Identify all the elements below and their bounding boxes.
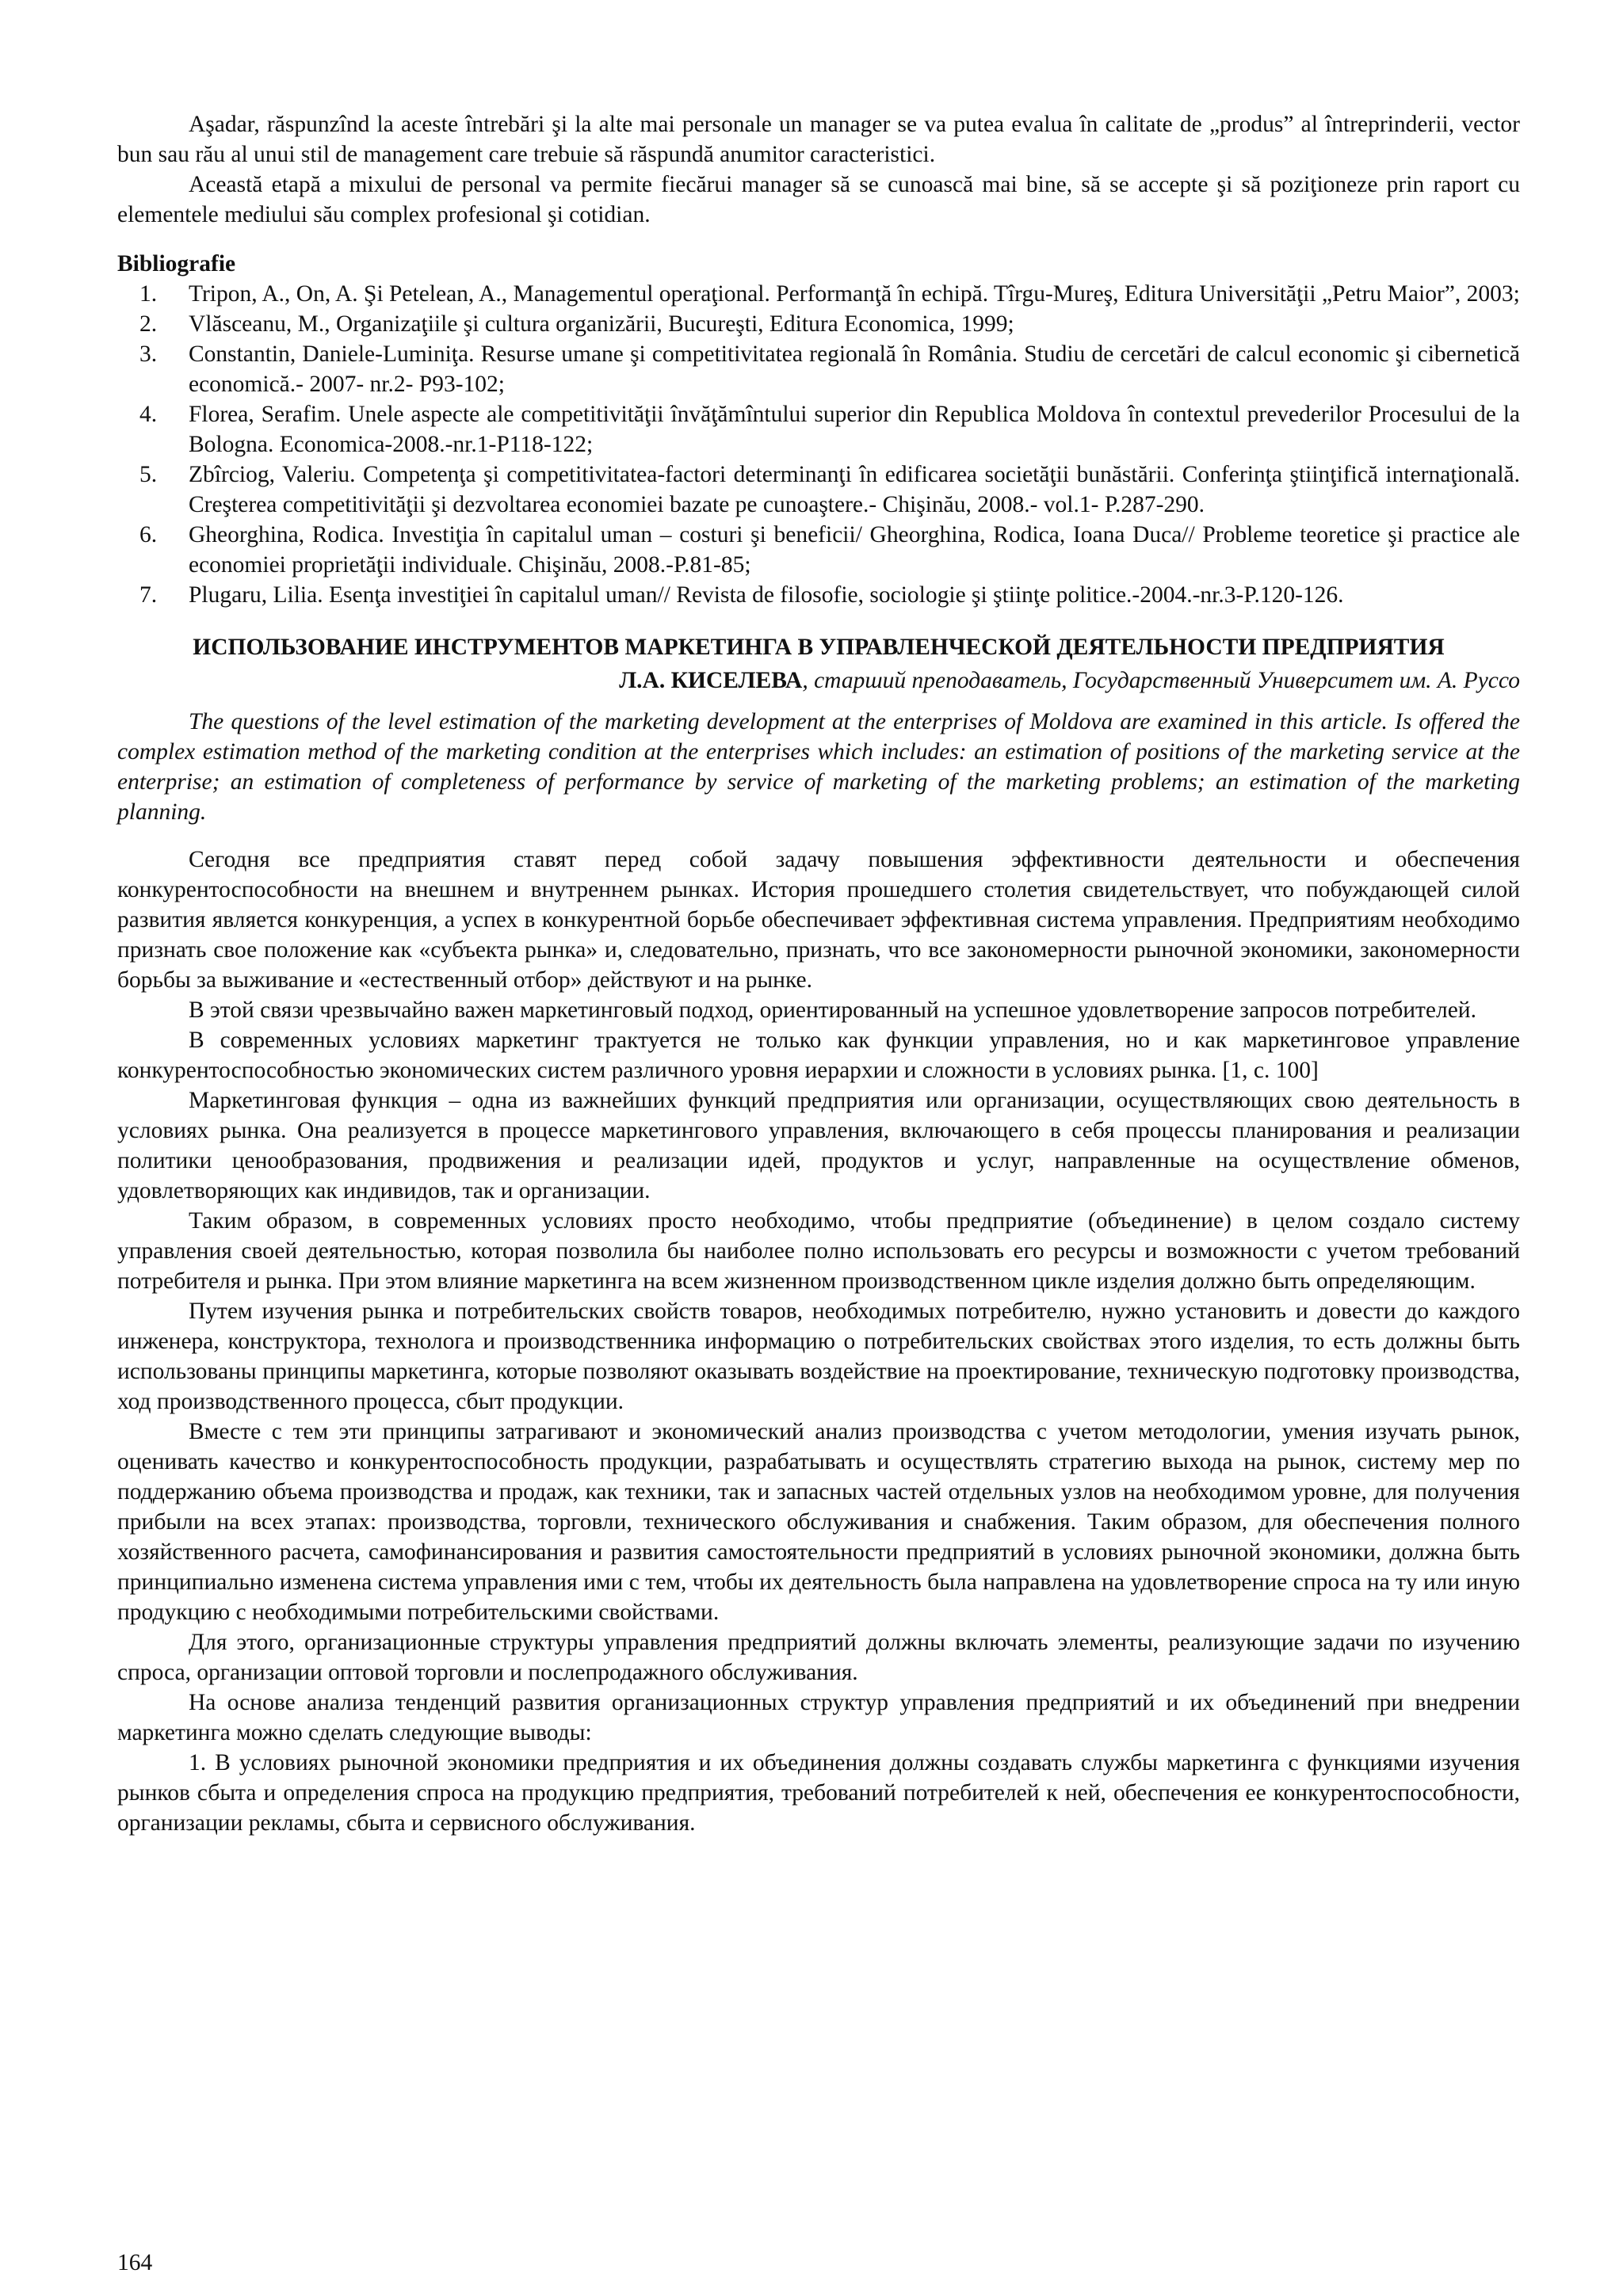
bibliography-item-text: Zbîrciog, Valeriu. Competenţa şi competitivitatea-factori determinanţi în edificarea societăţii bunăstării. Conferinţa ştiinţifică internaţională. Creşterea competitivităţii şi dezvoltarea economiei bazate pe cunoaştere.- Chişinău, 2008.- vol.1- P.287-290. [189, 462, 1520, 517]
bibliography-item-text: Constantin, Daniele-Luminiţa. Resurse umane şi competitivitatea regională în România. Studiu de cercetări de calcul economic şi cibernetică economică.- 2007- nr.2- P93-102; [189, 341, 1520, 397]
intro-section [117, 109, 1520, 230]
article-abstract: The questions of the level estimation of the marketing development at the enterprises of Moldova are examined in this article. Is offered the complex estimation method of the marketing condition at the enterprises which includes: an estimation of positions of the marketing service at the enterprise; an estimation of completeness of performance by service of marketing of the marketing problems; an estimation of the marketing planning. [117, 709, 1520, 825]
body-paragraph: В современных условиях маркетинг трактуется не только как функции управления, но и как маркетинговое управление конкурентоспособностью экономических систем различного уровня иерархии и сложности в условиях рынка. [1, с. 100] [117, 1028, 1520, 1083]
intro-paragraph-2: Această etapă a mixului de personal va permite fiecărui manager să se cunoască mai bine, să se accepte şi să poziţioneze prin raport cu elementele mediului său complex profesional şi cotidian. [117, 172, 1520, 227]
bibliography-item [117, 520, 1520, 580]
body-paragraph: На основе анализа тенденций развития организационных структур управления предприятий и их объединений при внедрении маркетинга можно сделать следующие выводы: [117, 1690, 1520, 1745]
author-name: Л.А. КИСЕЛЕВА [619, 668, 803, 693]
bibliography-item [117, 339, 1520, 399]
bibliography-section [117, 249, 1520, 610]
intro-paragraph-1: Aşadar, răspunzînd la aceste întrebări şi la alte mai personale un manager se va putea evalua în calitate de „produs” al întreprinderii, vector bun sau rău al unui stil de management care trebuie să răspundă anumitor caracteristici. [117, 112, 1520, 167]
article-author [117, 666, 1520, 696]
bibliography-item [117, 580, 1520, 610]
bibliography-item-number: 2. [139, 311, 158, 337]
body-paragraph: Сегодня все предприятия ставят перед собой задачу повышения эффективности деятельности и обеспечения конкурентоспособности на внешнем и внутреннем рынках. История прошедшего столетия свидетельствует, что побуждающей силой развития является конкуренция, а успех в конкурентной борьбе обеспечивает эффективная система управления. Предприятиям необходимо признать свое положение как «субъекта рынка» и, следовательно, признать, что все закономерности рыночной экономики, закономерности борьбы за выживание и «естественный отбор» действуют и на рынке. [117, 847, 1520, 993]
body-paragraph: Таким образом, в современных условиях просто необходимо, чтобы предприятие (объединение) в целом создало систему управления своей деятельностью, которая позволила бы наиболее полно использовать его ресурсы и возможности с учетом требований потребителя и рынка. При этом влияние маркетинга на всем жизненном производственном цикле изделия должно быть определяющим. [117, 1208, 1520, 1294]
bibliography-item-number: 1. [139, 281, 158, 307]
body-paragraph: В этой связи чрезвычайно важен маркетинговый подход, ориентированный на успешное удовлетворение запросов потребителей. [189, 997, 1476, 1023]
bibliography-item [117, 460, 1520, 520]
body-paragraph: Вместе с тем эти принципы затрагивают и экономический анализ производства с учетом методологии, умения изучать рынок, оценивать качество и конкурентоспособность продукции, разрабатывать и осуществлять стратегию выхода на рынок, систему мер по поддержанию объема производства и продаж, как техники, так и запасных частей отдельных узлов на необходимом уровне, для получения прибыли на всех этапах: производства, торговли, технического обслуживания и снабжения. Таким образом, для обеспечения полного хозяйственного расчета, самофинансирования и развития самостоятельности предприятий в условиях рыночной экономики, должна быть принципиально изменена система управления ими с тем, чтобы их деятельность была направлена на удовлетворение спроса на ту или иную продукцию с необходимыми потребительскими свойствами. [117, 1419, 1520, 1625]
bibliography-item-number: 4. [139, 402, 158, 427]
document-page [117, 109, 1520, 2248]
body-paragraph: 1. В условиях рыночной экономики предприятия и их объединения должны создавать службы маркетинга с функциями изучения рынков сбыта и определения спроса на продукцию предприятия, требований потребителей к ней, обеспечения ее конкурентоспособности, организации рекламы, сбыта и сервисного обслуживания. [117, 1750, 1520, 1836]
bibliography-item-number: 3. [139, 341, 158, 367]
body-paragraph: Маркетинговая функция – одна из важнейших функций предприятия или организации, осуществляющих свою деятельность в условиях рынка. Она реализуется в процессе маркетингового управления, включающего в себя процессы планирования и реализации политики ценообразования, продвижения и реализации идей, продуктов и услуг, направленные на осуществление обменов, удовлетворяющих как индивидов, так и организации. [117, 1088, 1520, 1203]
bibliography-item-number: 6. [139, 522, 158, 547]
page-number: 164 [117, 2250, 153, 2275]
bibliography-item-number: 5. [139, 462, 158, 487]
bibliography-item-text: Florea, Serafim. Unele aspecte ale competitivităţii învăţămîntului superior din Republica Moldova în contextul prevederilor Procesului de la Bologna. Economica-2008.-nr.1-P118-122; [189, 402, 1520, 457]
bibliography-item-text: Tripon, A., On, A. Şi Petelean, A., Managementul operaţional. Performanţă în echipă. Tîrgu-Mureş, Editura Universităţii „Petru Maior”, 2003; [189, 281, 1520, 307]
body-paragraph: Путем изучения рынка и потребительских свойств товаров, необходимых потребителю, нужно установить и довести до каждого инженера, конструктора, технолога и производственника информацию о потребительских свойствах этого изделия, то есть должны быть использованы принципы маркетинга, которые позволяют оказывать воздействие на проектирование, техническую подготовку производства, ход производственного процесса, сбыт продукции. [117, 1299, 1520, 1414]
bibliography-item-text: Gheorghina, Rodica. Investiţia în capitalul uman – costuri şi beneficii/ Gheorghina, Rodica, Ioana Duca// Probleme teoretice şi practice ale economiei proprietăţii individuale. Chişinău, 2008.-P.81-85; [189, 522, 1520, 578]
bibliography-item [117, 399, 1520, 460]
body-paragraph: Для этого, организационные структуры управления предприятий должны включать элементы, реализующие задачи по изучению спроса, организации оптовой торговли и послепродажного обслуживания. [117, 1630, 1520, 1685]
bibliography-item-text: Plugaru, Lilia. Esenţa investiţiei în capitalul uman// Revista de filosofie, sociologie şi ştiinţe politice.-2004.-nr.3-P.120-126. [189, 582, 1344, 608]
bibliography-item-text: Vlăsceanu, M., Organizaţiile şi cultura organizării, Bucureşti, Editura Economica, 1999; [189, 311, 1014, 337]
article-section [117, 632, 1520, 1838]
bibliography-heading: Bibliografie [117, 251, 236, 277]
bibliography-item [117, 309, 1520, 339]
author-position: , старший преподаватель, Государственный Университет им. А. Руссо [802, 668, 1520, 693]
bibliography-item-number: 7. [139, 582, 158, 608]
article-title: ИСПОЛЬЗОВАНИЕ ИНСТРУМЕНТОВ МАРКЕТИНГА В УПРАВЛЕНЧЕСКОЙ ДЕЯТЕЛЬНОСТИ ПРЕДПРИЯТИЯ [193, 635, 1445, 660]
bibliography-item [117, 279, 1520, 309]
bibliography-list [117, 279, 1520, 610]
